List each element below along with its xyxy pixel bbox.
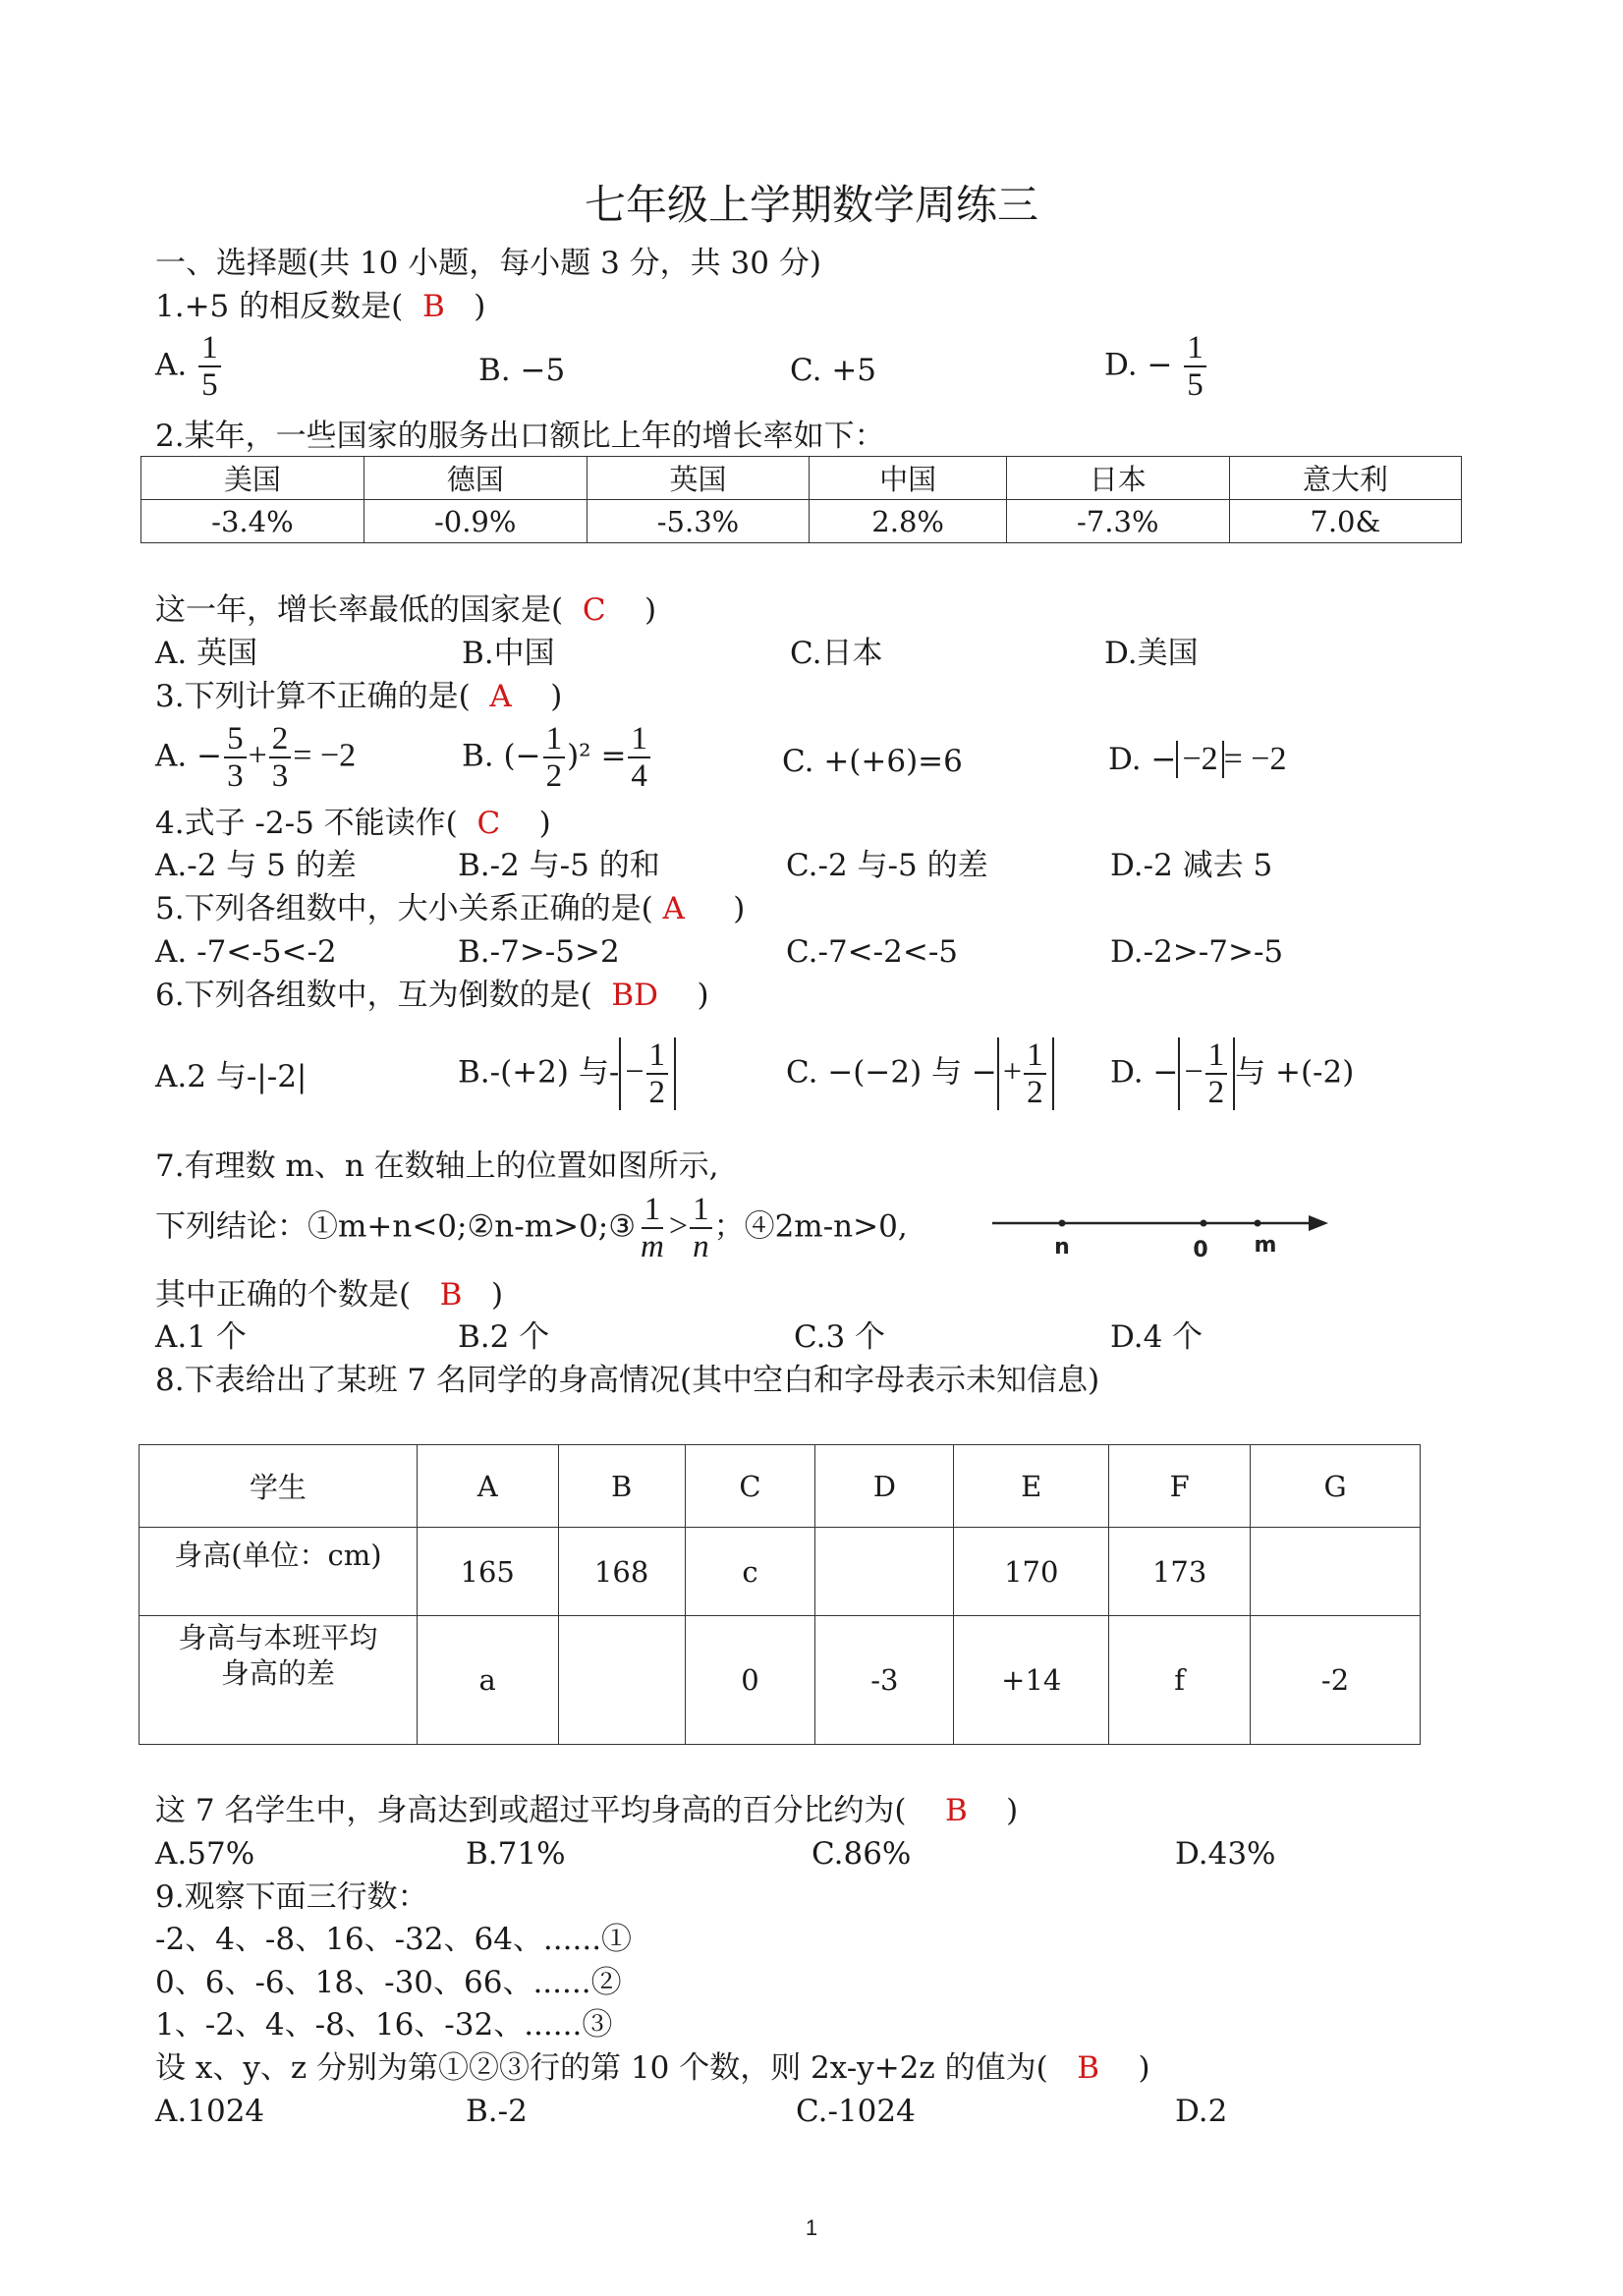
q2-option-c: C.日本: [790, 636, 883, 671]
table-cell: A: [417, 1445, 558, 1528]
q1-a-fraction: $\frac{1}{5}$: [198, 330, 221, 403]
q7-answer: B: [439, 1277, 463, 1313]
q5-option-c: C.-7<-2<-5: [786, 934, 959, 970]
q4-option-a: A.-2 与 5 的差: [155, 848, 357, 883]
table-cell: -2: [1251, 1616, 1421, 1745]
table-cell: -3.4%: [141, 500, 364, 543]
fraction: $\frac{5}{3}$: [224, 721, 247, 794]
table-cell: C: [685, 1445, 815, 1528]
axis-arrow-icon: [1309, 1215, 1328, 1231]
absolute-value: − $\frac{1}{2}$: [619, 1037, 676, 1110]
table-cell: 2.8%: [810, 500, 1007, 543]
q9-sequence-3: 1、-2、4、-8、16、-32、......③: [155, 2007, 613, 2043]
q2-question: 这一年，增长率最低的国家是( C ): [155, 592, 657, 628]
table-cell: [815, 1528, 954, 1616]
q7-option-c: C.3 个: [794, 1319, 886, 1355]
table-cell: 165: [417, 1528, 558, 1616]
q8-option-a: A.57%: [155, 1836, 255, 1872]
table-cell: a: [417, 1616, 558, 1745]
table-cell: 美国: [141, 457, 364, 500]
q8-question: 这 7 名学生中，身高达到或超过平均身高的百分比约为( B ): [155, 1793, 1019, 1828]
table-row: [140, 1445, 1421, 1528]
q2-option-b: B.中国: [462, 636, 555, 671]
table-cell: +14: [954, 1616, 1109, 1745]
q1-option-b: B. −5: [478, 353, 566, 388]
q6-option-a: A.2 与-|-2|: [155, 1059, 308, 1094]
q1-stem: 1.+5 的相反数是( B ): [155, 289, 486, 324]
page-number: 1: [805, 2215, 818, 2240]
page-title: 七年级上学期数学周练三: [584, 181, 1038, 229]
q3-stem: 3.下列计算不正确的是( A ): [155, 679, 563, 714]
q4-answer: C: [476, 806, 501, 841]
q7-conclusions: 下列结论：①m+n<0;②n-m>0;③ $\frac{1}{m}$ > $\frac{1}{n}$ ；④2m-n>0,: [155, 1192, 908, 1264]
q6-stem: 6.下列各组数中，互为倒数的是( BD ): [155, 978, 709, 1013]
fraction: $\frac{2}{3}$: [269, 721, 292, 794]
q9-sequence-1: -2、4、-8、16、-32、64、......①: [155, 1922, 633, 1957]
q6-option-d: D. − − $\frac{1}{2}$ 与 +(-2): [1110, 1037, 1355, 1110]
q2-option-d: D.美国: [1104, 636, 1199, 671]
q1-answer: B: [421, 289, 445, 324]
point-zero: [1201, 1220, 1207, 1227]
q9-sequence-2: 0、6、-6、18、-30、66、......②: [155, 1965, 622, 2000]
q6-option-b: B.-(+2) 与- − $\frac{1}{2}$: [458, 1037, 676, 1110]
section-heading: 一、选择题(共 10 小题，每小题 3 分，共 30 分): [155, 246, 821, 281]
q2-answer: C: [582, 592, 606, 628]
q8-stem: 8.下表给出了某班 7 名同学的身高情况(其中空白和字母表示未知信息): [155, 1363, 1100, 1398]
table-cell: c: [685, 1528, 815, 1616]
q4-option-c: C.-2 与-5 的差: [786, 848, 988, 883]
q5-option-d: D.-2>-7>-5: [1110, 934, 1284, 970]
q2-growth-table: [140, 456, 1462, 543]
q9-option-c: C.-1024: [796, 2094, 916, 2129]
q6-option-c: C. −(−2) 与 − + $\frac{1}{2}$: [786, 1037, 1054, 1110]
table-cell: 173: [1109, 1528, 1251, 1616]
table-cell: -5.3%: [587, 500, 810, 543]
table-cell: E: [954, 1445, 1109, 1528]
q9-question: 设 x、y、z 分别为第①②③行的第 10 个数，则 2x-y+2z 的值为( B ): [155, 2050, 1150, 2086]
q1-option-a: A. $\frac{1}{5}$: [155, 330, 223, 403]
q9-option-b: B.-2: [466, 2094, 528, 2129]
table-row: [141, 500, 1462, 543]
absolute-value: − $\frac{1}{2}$: [1178, 1037, 1235, 1110]
q4-option-b: B.-2 与-5 的和: [458, 848, 660, 883]
absolute-value: + $\frac{1}{2}$: [997, 1037, 1054, 1110]
fraction: $\frac{1}{2}$: [646, 1037, 669, 1110]
q3-answer: A: [489, 679, 512, 714]
point-n: [1059, 1220, 1066, 1227]
number-line: [982, 1204, 1346, 1262]
q5-answer: A: [662, 891, 685, 926]
table-cell: 170: [954, 1528, 1109, 1616]
label-m: m: [1254, 1233, 1277, 1258]
q9-stem: 9.观察下面三行数：: [155, 1879, 428, 1915]
absolute-value: −2: [1176, 741, 1223, 778]
q8-height-table: [139, 1444, 1421, 1745]
fraction: $\frac{1}{n}$: [690, 1192, 712, 1264]
table-cell: 身高(单位：cm): [140, 1528, 418, 1616]
table-row: [140, 1616, 1421, 1745]
table-cell: -0.9%: [364, 500, 587, 543]
table-cell: 7.0&: [1229, 500, 1461, 543]
q8-option-b: B.71%: [466, 1836, 566, 1872]
q7-option-b: B.2 个: [458, 1319, 550, 1355]
q7-option-a: A.1 个: [155, 1319, 247, 1355]
q8-answer: B: [944, 1793, 968, 1828]
table-cell: G: [1251, 1445, 1421, 1528]
table-cell: B: [558, 1445, 685, 1528]
q5-option-b: B.-7>-5>2: [458, 934, 620, 970]
table-cell: -3: [815, 1616, 954, 1745]
fraction: $\frac{1}{2}$: [1205, 1037, 1228, 1110]
table-cell: 英国: [587, 457, 810, 500]
table-row: [140, 1528, 1421, 1616]
table-cell: -7.3%: [1006, 500, 1229, 543]
point-m: [1255, 1220, 1261, 1227]
q8-option-d: D.43%: [1175, 1836, 1276, 1872]
table-cell: 身高与本班平均 身高的差: [140, 1616, 418, 1745]
q8-option-c: C.86%: [812, 1836, 912, 1872]
label-zero: 0: [1193, 1238, 1208, 1262]
table-cell: 意大利: [1229, 457, 1461, 500]
table-cell: 学生: [140, 1445, 418, 1528]
label-n: n: [1054, 1235, 1070, 1260]
q3-option-b: B. (− $\frac{1}{2}$ )² = $\frac{1}{4}$: [462, 721, 652, 794]
q6-answer: BD: [611, 978, 659, 1013]
q7-option-d: D.4 个: [1110, 1319, 1203, 1355]
q7-stem: 7.有理数 m、n 在数轴上的位置如图所示,: [155, 1148, 719, 1184]
q9-option-a: A.1024: [155, 2094, 265, 2129]
q4-option-d: D.-2 减去 5: [1110, 848, 1273, 883]
q2-option-a: A. 英国: [155, 636, 258, 671]
table-cell: f: [1109, 1616, 1251, 1745]
fraction: $\frac{1}{2}$: [543, 721, 566, 794]
q4-stem: 4.式子 -2-5 不能读作( C ): [155, 806, 551, 841]
table-cell: 德国: [364, 457, 587, 500]
q9-option-d: D.2: [1175, 2094, 1228, 2129]
q7-question: 其中正确的个数是( B ): [155, 1277, 504, 1313]
q9-answer: B: [1077, 2050, 1100, 2086]
table-cell: 中国: [810, 457, 1007, 500]
table-cell: F: [1109, 1445, 1251, 1528]
table-cell: [558, 1616, 685, 1745]
q1-option-d: D. − $\frac{1}{5}$: [1104, 330, 1208, 403]
q1-option-c: C. +5: [790, 353, 877, 388]
q1-d-fraction: $\frac{1}{5}$: [1184, 330, 1206, 403]
table-cell: D: [815, 1445, 954, 1528]
table-cell: 0: [685, 1616, 815, 1745]
table-cell: 168: [558, 1528, 685, 1616]
q3-option-d: D. − −2 = −2: [1108, 741, 1287, 777]
fraction: $\frac{1}{m}$: [641, 1192, 664, 1264]
q2-stem: 2.某年，一些国家的服务出口额比上年的增长率如下：: [155, 419, 885, 454]
fraction: $\frac{1}{4}$: [628, 721, 650, 794]
table-cell: [1251, 1528, 1421, 1616]
q3-option-c: C. +(+6)=6: [782, 744, 963, 779]
q5-stem: 5.下列各组数中，大小关系正确的是( A ): [155, 891, 746, 926]
table-row: [141, 457, 1462, 500]
fraction: $\frac{1}{2}$: [1024, 1037, 1046, 1110]
q3-option-a: A. − $\frac{5}{3}$ + $\frac{2}{3}$ = −2: [155, 721, 357, 794]
q5-option-a: A. -7<-5<-2: [155, 934, 337, 970]
table-cell: 日本: [1006, 457, 1229, 500]
